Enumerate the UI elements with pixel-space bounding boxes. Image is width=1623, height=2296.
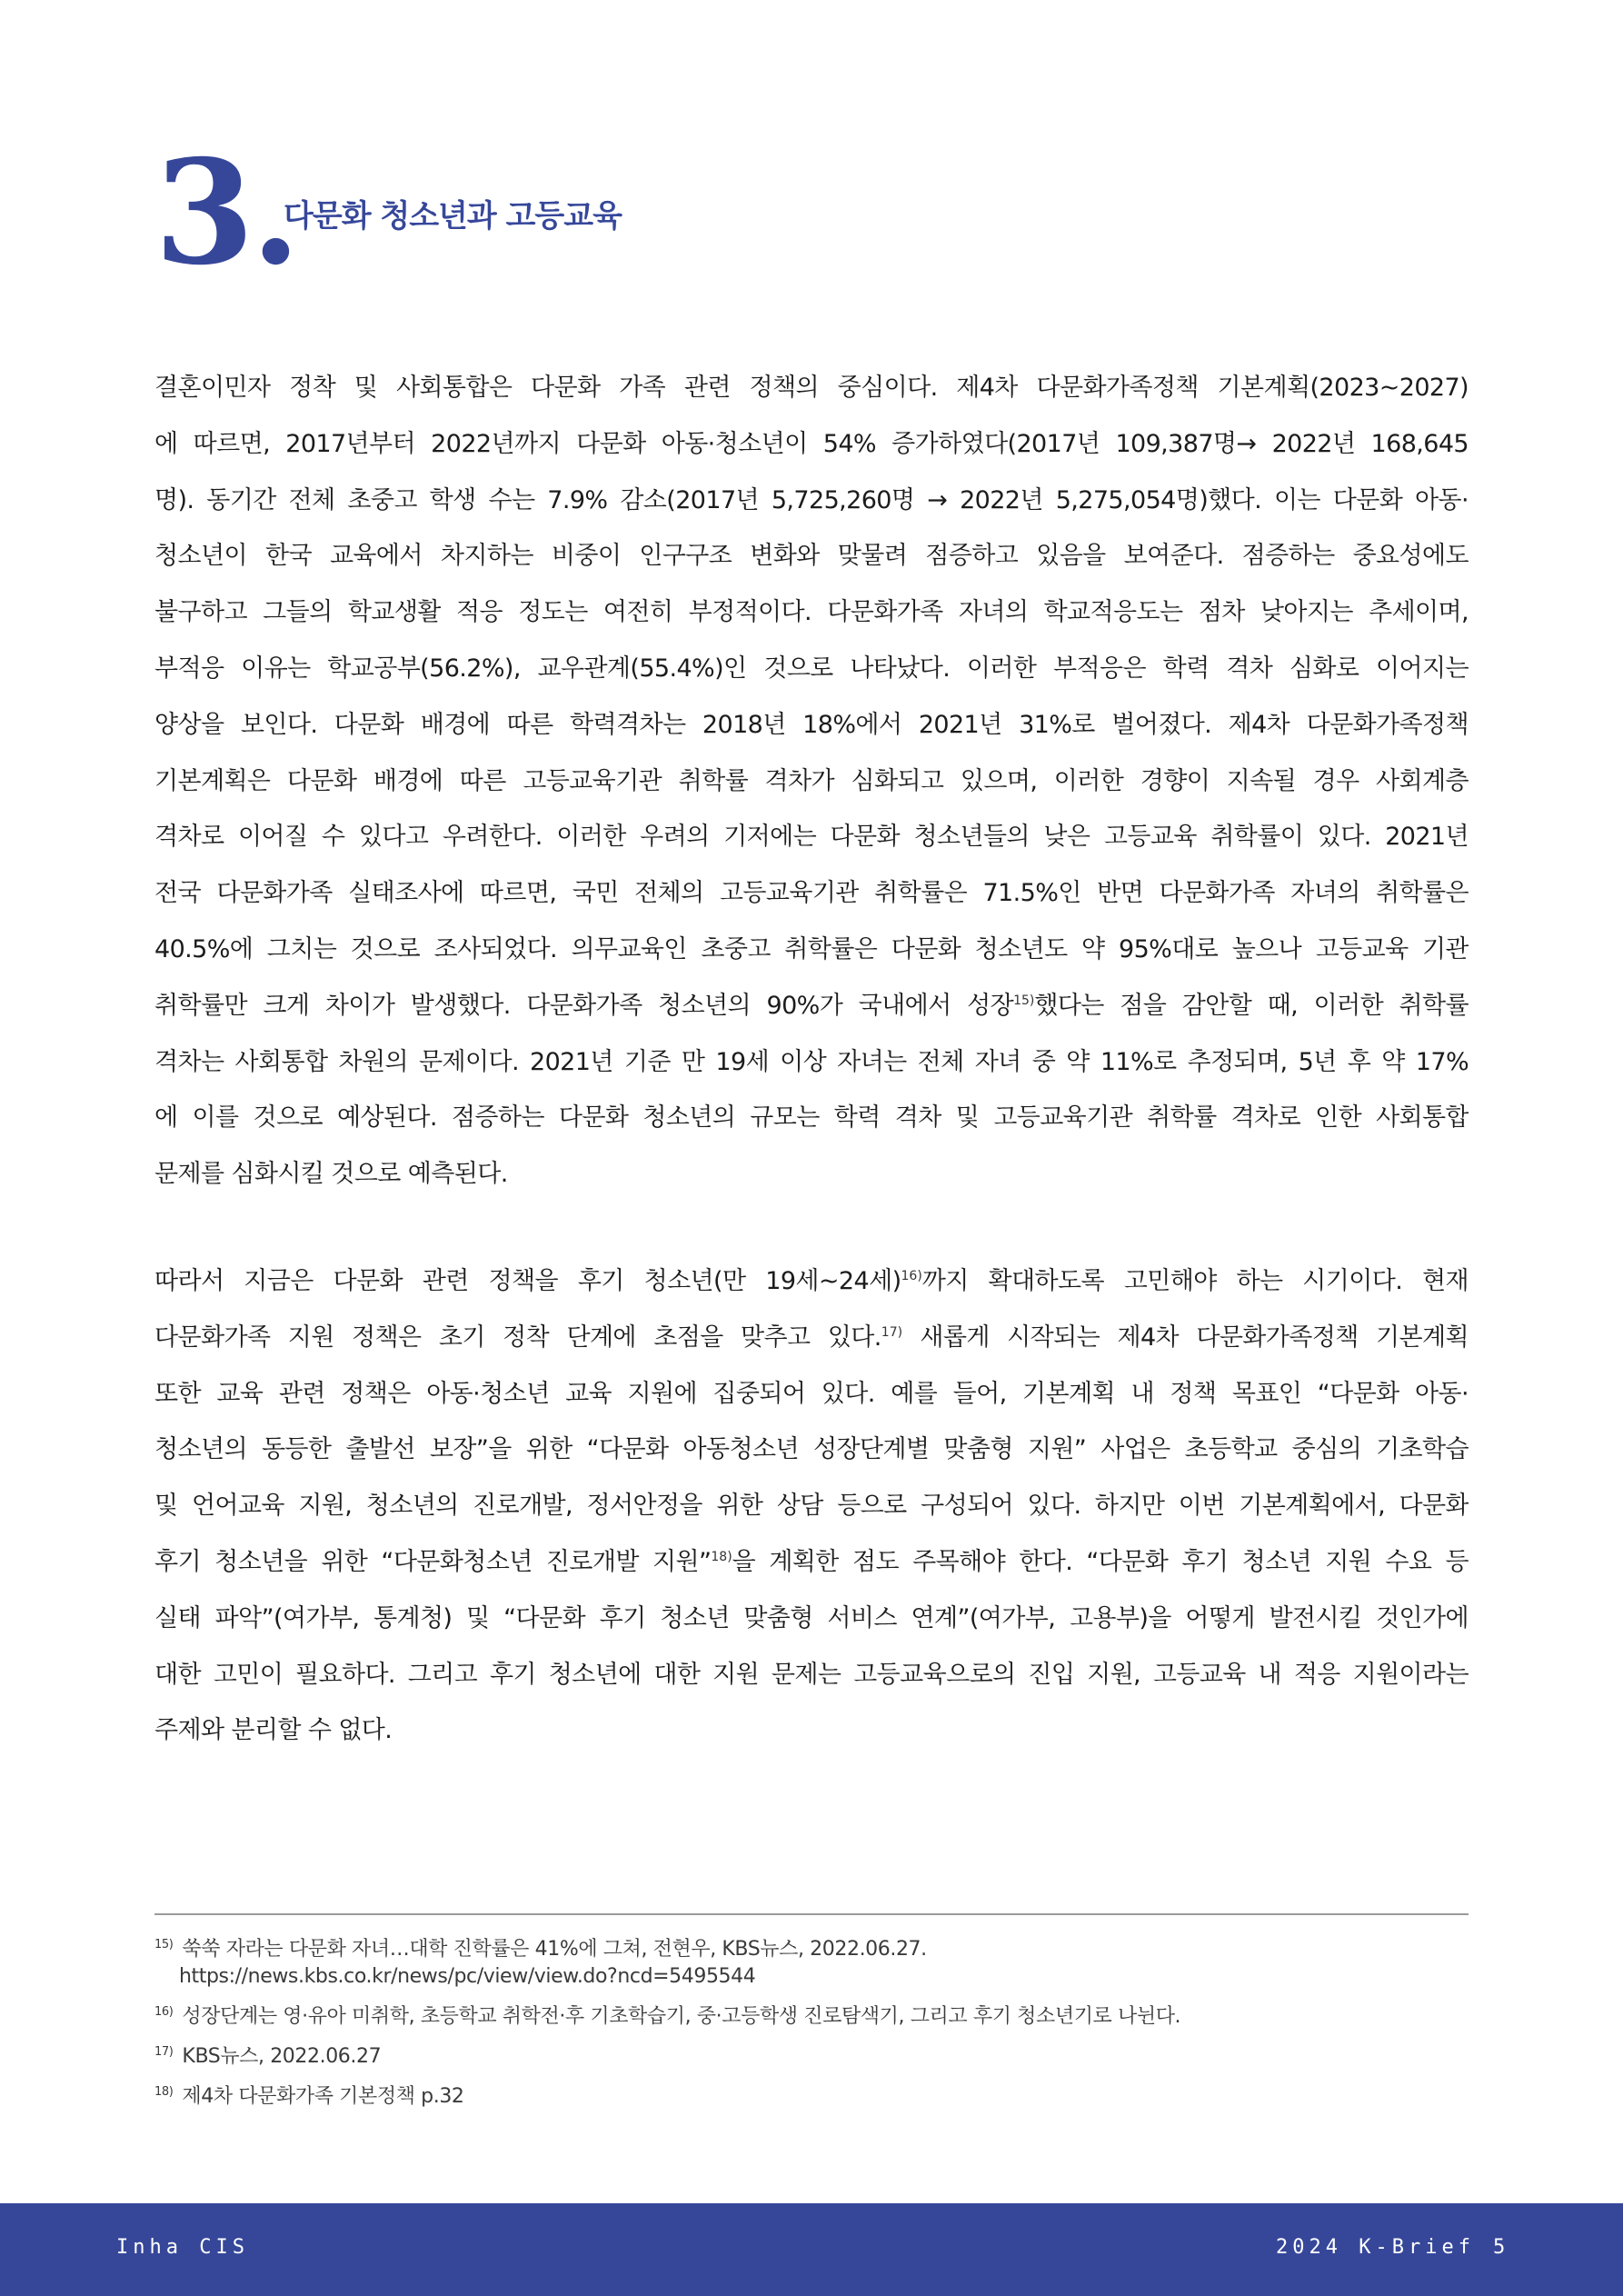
footnote-mark: 18)	[154, 2084, 174, 2099]
section-number: 3.	[154, 129, 297, 297]
line-text: 또한 교육 관련 정책은 아동·청소년 교육 지원에 집중되어 있다. 예를 들어, 기본계획 내 정책 목표인 “다문화 아동·	[154, 1379, 1469, 1408]
footnote-text: 제4차 다문화가족 기본정책 p.32	[182, 2085, 464, 2108]
text-line	[154, 1366, 1469, 1423]
text-line	[154, 1647, 1469, 1703]
footnote-divider	[154, 1913, 1469, 1915]
footnote	[154, 1936, 1469, 1991]
text-line	[154, 922, 1469, 978]
line-text: 에 따르면, 2017년부터 2022년까지 다문화 아동·청소년이 54% 증가하였다(2017년 109,387명→ 2022년 168,645	[154, 429, 1469, 458]
line-text-cont: 을 계획한 점도 주목해야 한다. “다문화 후기 청소년 지원 수요 등	[732, 1547, 1469, 1576]
text-line	[154, 416, 1469, 473]
text-line	[154, 809, 1469, 865]
line-text: 40.5%에 그치는 것으로 조사되었다. 의무교육인 초중고 취학률은 다문화 청소년도 약 95%대로 높으나 고등교육 기관	[154, 934, 1469, 963]
text-line	[154, 528, 1469, 584]
text-line	[154, 978, 1469, 1034]
line-text: 결혼이민자 정착 및 사회통합은 다문화 가족 관련 정책의 중심이다. 제4차 다문화가족정책 기본계획(2023~2027)	[154, 374, 1469, 402]
footnote-mark: 15)	[154, 1937, 174, 1952]
line-text: 따라서 지금은 다문화 관련 정책을 후기 청소년(만 19세~24세)	[154, 1267, 901, 1295]
line-text: 에 이를 것으로 예상된다. 점증하는 다문화 청소년의 규모는 학력 격차 및 고등교육기관 취학률 격차로 인한 사회통합	[154, 1103, 1469, 1133]
footer-organization: Inha CIS	[116, 2236, 249, 2259]
footnote-mark: 17)	[154, 2044, 174, 2059]
line-text-cont: 했다는 점을 감안할 때, 이러한 취학률	[1034, 991, 1469, 1020]
footnote	[154, 2003, 1469, 2031]
footnote-ref: 15)	[1013, 993, 1035, 1008]
line-text: 부적응 이유는 학교공부(56.2%), 교우관계(55.4%)인 것으로 나타났다. 이러한 부적응은 학력 격차 심화로 이어지는	[154, 654, 1469, 683]
line-text: 불구하고 그들의 학교생활 적응 정도는 여전히 부정적이다. 다문화가족 자녀의 학교적응도는 점차 낮아지는 추세이며,	[154, 598, 1469, 627]
footnote-text: 성장단계는 영·유아 미취학, 초등학교 취학전·후 기초학습기, 중·고등학생 진로탐색기, 그리고 후기 청소년기로 나뉜다.	[182, 2005, 1181, 2028]
text-line	[154, 1478, 1469, 1534]
text-line	[154, 1534, 1469, 1591]
footnote	[154, 2083, 1469, 2111]
text-line	[154, 641, 1469, 697]
line-text: 문제를 심화시킬 것으로 예측된다.	[154, 1160, 508, 1189]
footnote-ref: 16)	[901, 1269, 922, 1283]
text-line	[154, 697, 1469, 754]
footer-bar	[0, 2203, 1623, 2296]
section-title: 다문화 청소년과 고등교육	[284, 198, 622, 235]
line-text-cont: 까지 확대하도록 고민해야 하는 시기이다. 현재	[921, 1267, 1469, 1295]
footnote	[154, 2043, 1469, 2071]
text-line	[154, 584, 1469, 641]
footnote-text: KBS뉴스, 2022.06.27	[182, 2045, 382, 2068]
text-line	[154, 1310, 1469, 1366]
footer-publication: 2024 K-Brief	[1276, 2236, 1475, 2259]
text-line	[154, 1090, 1469, 1146]
footnote-url: https://news.kbs.co.kr/news/pc/view/view.do?ncd=5495544	[179, 1965, 756, 1988]
footnote-ref: 17)	[881, 1324, 903, 1340]
line-text: 청소년의 동등한 출발선 보장”을 위한 “다문화 아동청소년 성장단계별 맞춤형 지원” 사업은 초등학교 중심의 기초학습	[154, 1435, 1469, 1464]
text-line	[154, 754, 1469, 810]
line-text: 전국 다문화가족 실태조사에 따르면, 국민 전체의 고등교육기관 취학률은 71.5%인 반면 다문화가족 자녀의 취학률은	[154, 879, 1469, 908]
line-text: 실태 파악”(여가부, 통계청) 및 “다문화 후기 청소년 맞춤형 서비스 연계”(여가부, 고용부)을 어떻게 발전시킬 것인가에	[154, 1603, 1469, 1632]
text-line	[154, 473, 1469, 529]
text-line	[154, 865, 1469, 922]
page-number: 5	[1493, 2236, 1509, 2259]
text-line	[154, 1591, 1469, 1647]
text-line	[154, 360, 1469, 416]
text-line	[154, 1702, 1469, 1759]
line-text: 양상을 보인다. 다문화 배경에 따른 학력격차는 2018년 18%에서 2021년 31%로 벌어졌다. 제4차 다문화가족정책	[154, 710, 1469, 739]
line-text: 명). 동기간 전체 초중고 학생 수는 7.9% 감소(2017년 5,725,260명 → 2022년 5,275,054명)했다. 이는 다문화 아동·	[154, 485, 1469, 514]
text-line	[154, 1253, 1469, 1310]
line-text: 다문화가족 지원 정책은 초기 정착 단계에 초점을 맞추고 있다.	[154, 1323, 881, 1352]
line-text: 취학률만 크게 차이가 발생했다. 다문화가족 청소년의 90%가 국내에서 성장	[154, 991, 1014, 1020]
footnote-ref: 18)	[711, 1549, 732, 1564]
line-text: 격차는 사회통합 차원의 문제이다. 2021년 기준 만 19세 이상 자녀는 전체 자녀 중 약 11%로 추정되며, 5년 후 약 17%	[154, 1047, 1469, 1076]
line-text: 대한 고민이 필요하다. 그리고 후기 청소년에 대한 지원 문제는 고등교육으로의 진입 지원, 고등교육 내 적응 지원이라는	[154, 1660, 1469, 1689]
line-text: 주제와 분리할 수 없다.	[154, 1716, 393, 1745]
text-line	[154, 1146, 1469, 1203]
line-text-cont: 새롭게 시작되는 제4차 다문화가족정책 기본계획	[902, 1323, 1469, 1352]
footnote-mark: 16)	[154, 2004, 174, 2019]
footnote-text: 쑥쑥 자라는 다문화 자녀…대학 진학률은 41%에 그쳐, 전현우, KBS뉴스, 2022.06.27.	[182, 1938, 927, 1961]
line-text: 및 언어교육 지원, 청소년의 진로개발, 정서안정을 위한 상담 등으로 구성되어 있다. 하지만 이번 기본계획에서, 다문화	[154, 1492, 1469, 1521]
paragraph-1	[154, 360, 1469, 1203]
line-text: 후기 청소년을 위한 “다문화청소년 진로개발 지원”	[154, 1547, 712, 1576]
text-line	[154, 1034, 1469, 1091]
line-text: 기본계획은 다문화 배경에 따른 고등교육기관 취학률 격차가 심화되고 있으며, 이러한 경향이 지속될 경우 사회계층	[154, 766, 1469, 795]
line-text: 청소년이 한국 교육에서 차지하는 비중이 인구구조 변화와 맞물려 점증하고 있음을 보여준다. 점증하는 중요성에도	[154, 542, 1469, 571]
text-line	[154, 1422, 1469, 1478]
paragraph-2	[154, 1253, 1469, 1759]
line-text: 격차로 이어질 수 있다고 우려한다. 이러한 우려의 기저에는 다문화 청소년들의 낮은 고등교육 취학률이 있다. 2021년	[154, 823, 1469, 852]
footnotes	[154, 1936, 1469, 2123]
